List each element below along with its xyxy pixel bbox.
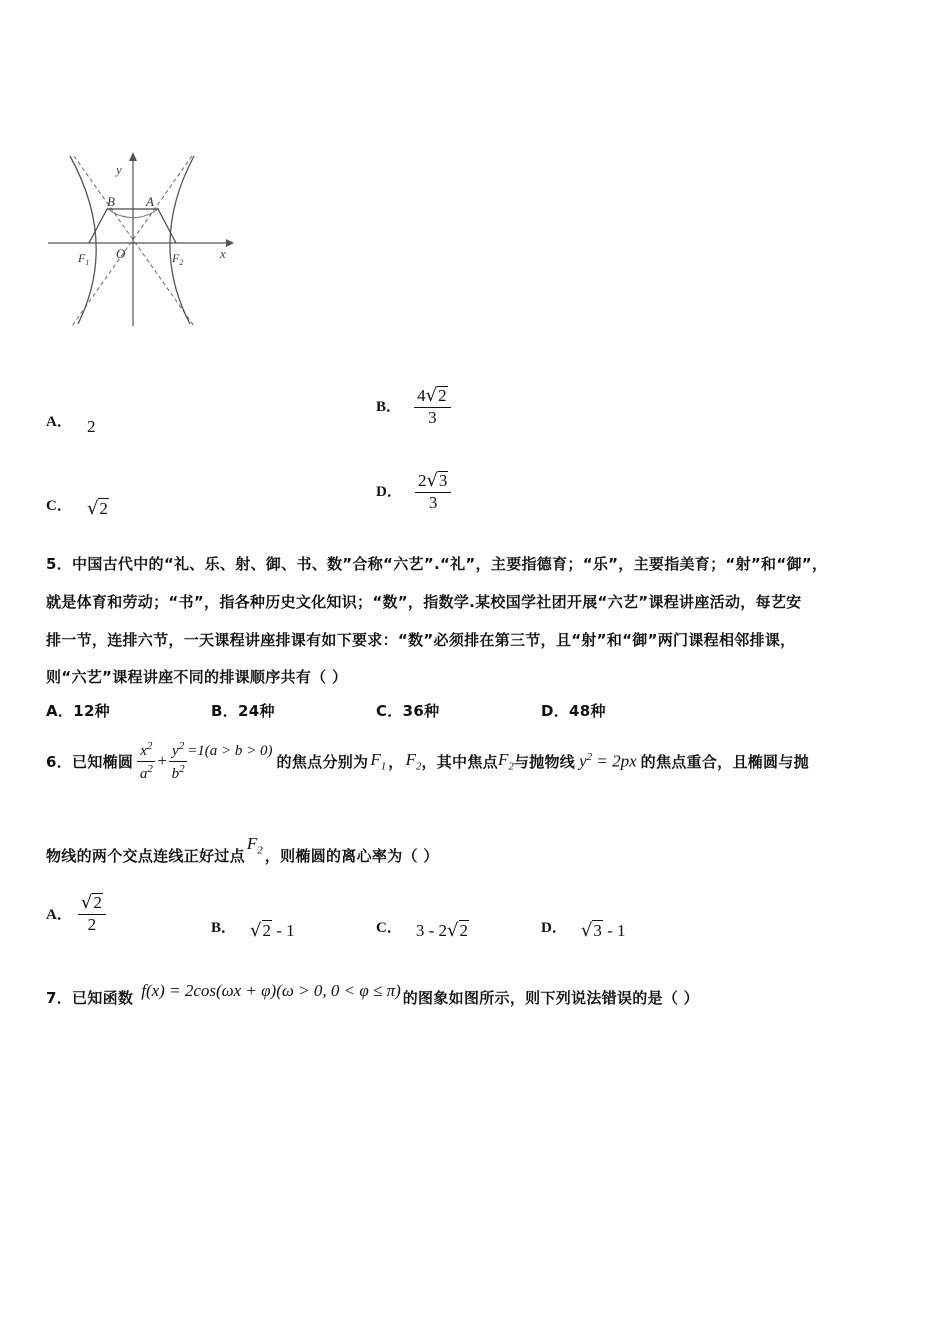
option-expression: √ 3 - 1	[580, 920, 626, 941]
ellipse-x-term: $\frac{x^2}{a^2}$	[137, 740, 155, 782]
focus-f1: $F_1$	[370, 749, 387, 773]
fraction: 4 √ 2 3	[414, 386, 450, 427]
ellipse-y-term: $\frac{y^2}{b^2}$	[169, 740, 187, 782]
label-y: y	[116, 162, 122, 177]
parabola-equation: $y^2 = 2px$	[579, 750, 637, 771]
y-axis-arrow	[129, 152, 137, 161]
q5-option-d[interactable]: D．48种	[541, 702, 606, 720]
fraction: 2 √ 3 3	[415, 471, 451, 512]
option-expression: √ 2 - 1	[250, 920, 295, 941]
q4-option-d[interactable]	[376, 471, 451, 512]
hyperbola-figure	[44, 148, 240, 330]
option-letter: C．	[46, 498, 72, 514]
sqrt-expression: √ 2	[86, 498, 108, 519]
q5-line-3: 排一节，连排六节，一天课程讲座排课有如下要求：“数”必须排在第三节，且“射”和“御”两门课程相邻排课，	[46, 631, 796, 649]
q5-option-a[interactable]: A．12种	[46, 702, 110, 720]
label-x: x	[220, 246, 226, 261]
label-o: O	[116, 246, 126, 261]
q6-line-2: 物线的两个交点连线正好过点 $F_2$ ，则椭圆的离心率为（ ）	[46, 833, 439, 865]
point-f2: $F_2$	[246, 833, 263, 856]
q5-line-4: 则“六艺”课程讲座不同的排课顺序共有（ ）	[46, 668, 348, 686]
option-letter: B．	[211, 920, 237, 936]
x-axis-arrow	[226, 239, 234, 247]
label-f1: $F_1$	[78, 251, 90, 267]
q6-option-d[interactable]	[541, 916, 626, 941]
segment-f1b	[89, 209, 107, 243]
q7-line-1: 7．已知函数 f(x) = 2cos(ωx + φ)(ω > 0, 0 < φ ≤ π) 的图象如图所示，则下列说法错误的是（ ）	[46, 981, 699, 1007]
q6-option-b[interactable]	[211, 916, 295, 941]
focus-f2-ref: $F_2$	[497, 749, 514, 773]
q5-option-b[interactable]: B．24种	[211, 702, 275, 720]
hyperbola-right-branch	[170, 156, 194, 324]
label-b: B	[107, 194, 115, 209]
q4-option-a[interactable]	[46, 410, 96, 436]
focus-f2: $F_2$	[405, 749, 422, 773]
label-f2: $F_2$	[172, 251, 184, 267]
asymptote-1	[74, 156, 194, 326]
q4-option-b[interactable]	[376, 386, 451, 427]
label-a: A	[146, 194, 154, 209]
option-value: 2	[86, 417, 96, 436]
q5-line-2: 就是体育和劳动；“书”，指各种历史文化知识；“数”，指数学.某校国学社团开展“六艺”课程讲座活动，每艺安	[46, 593, 802, 611]
q5-line-1: 5．中国古代中的“礼、乐、射、御、书、数”合称“六艺”.“礼”，主要指德育；“乐”，主要指美育；“射”和“御”，	[46, 555, 828, 573]
function-formula: f(x) = 2cos(ωx + φ)(ω > 0, 0 < φ ≤ π)	[141, 981, 401, 1000]
option-letter: A．	[46, 414, 72, 430]
q5-option-c[interactable]: C．36种	[376, 702, 440, 720]
q4-option-c[interactable]	[46, 494, 109, 519]
ellipse-condition: =1(a > b > 0)	[187, 742, 273, 759]
option-letter: C．	[376, 920, 402, 936]
option-letter: D．	[541, 920, 567, 936]
option-letter: D．	[376, 484, 402, 501]
fraction: √ 2 2	[78, 893, 106, 934]
option-letter: B．	[376, 399, 402, 416]
option-letter: A．	[46, 907, 72, 924]
q6-option-c[interactable]	[376, 916, 469, 941]
option-expression: 3 - 2 √ 2	[415, 920, 468, 941]
q6-option-a[interactable]	[46, 893, 106, 934]
q6-line-1: 6．已知椭圆 $\frac{x^2}{a^2}$ + $\frac{y^2}{b^2}$ =1(a > b > 0) 的焦点分别为 $F_1$ ， $F_2$ ，其中焦点 $F_2$ 与抛物线 $y^2 = 2px$ 的焦点重合，且椭圆与抛	[46, 740, 809, 782]
